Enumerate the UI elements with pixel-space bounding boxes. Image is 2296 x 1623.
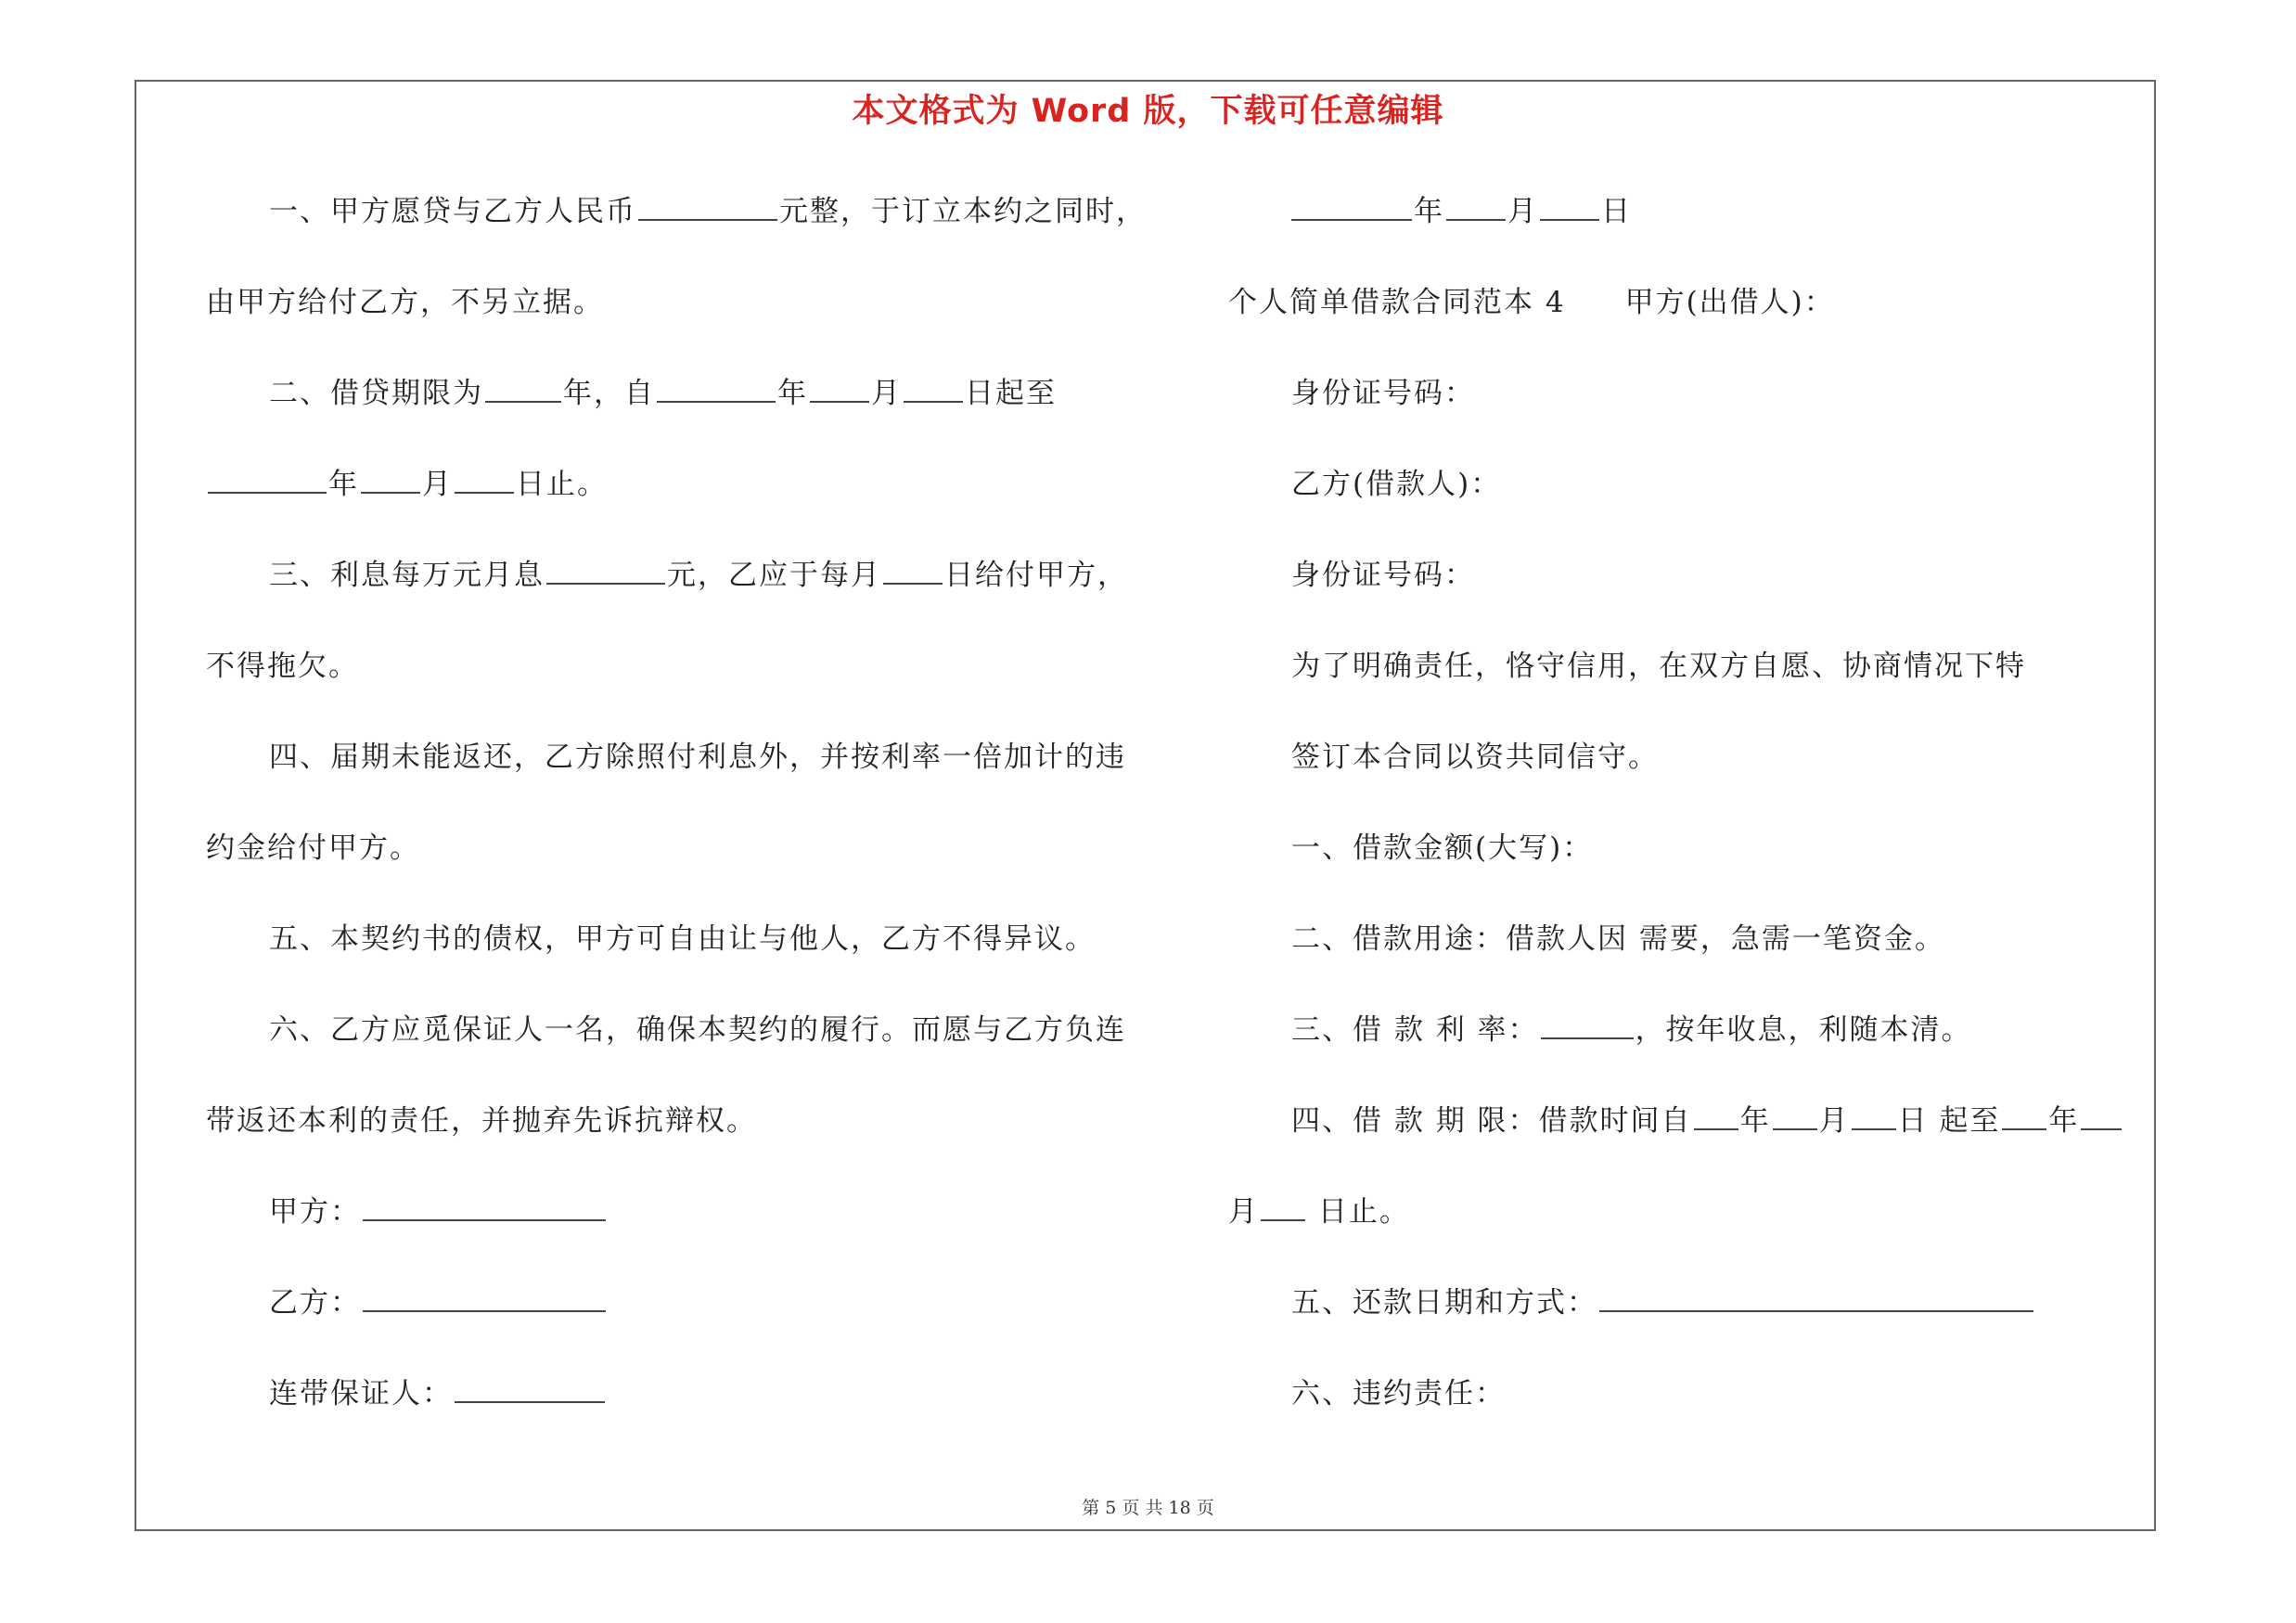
text: 四、借 款 期 限：借款时间自: [1291, 1104, 1692, 1138]
text: 乙方：: [269, 1286, 361, 1320]
text: 甲方：: [269, 1195, 361, 1229]
text: 二、借贷期限为: [269, 377, 483, 410]
blank-pay-day: [883, 559, 943, 585]
signature-guarantor: [269, 1375, 607, 1412]
blank-start-year: [657, 377, 776, 403]
blank-month: [1446, 195, 1506, 221]
preamble-line-1: 为了明确责任，恪守信用，在双方自愿、协商情况下特: [1291, 650, 2026, 683]
text: 元整，于订立本约之同时，: [779, 195, 1147, 228]
loan-term-clause-line-2: [1228, 1193, 1410, 1230]
repayment-clause: [1291, 1284, 2035, 1321]
clause-4-line-1: 四、届期未能返还，乙方除照付利息外，并按利率一倍加计的违: [269, 741, 1126, 774]
borrower-label: 乙方(借款人)：: [1291, 468, 1502, 501]
blank-party-b: [363, 1286, 606, 1312]
blank: [1261, 1195, 1305, 1221]
text: 日 起至: [1897, 1104, 2001, 1138]
text: 日起至: [965, 377, 1057, 410]
clause-3-line-2: 不得拖欠。: [206, 650, 359, 683]
text: 月: [1507, 195, 1538, 228]
clause-3-line-1: [269, 557, 1128, 594]
text: 三、借 款 利 率：: [1291, 1013, 1539, 1047]
blank-end-month: [361, 468, 420, 494]
text: 月: [871, 377, 902, 410]
page-number: 第 5 页 共 18 页: [1082, 1498, 1214, 1518]
clause-2-line-1: [269, 375, 1057, 412]
text: 年，自: [563, 377, 655, 410]
text: 一、甲方愿贷与乙方人民币: [269, 195, 636, 228]
blank-start-day: [904, 377, 963, 403]
date-line: [1289, 193, 1632, 230]
breach-clause: 六、违约责任：: [1291, 1377, 1506, 1410]
lender-id-label: 身份证号码：: [1291, 377, 1475, 410]
preamble-line-2: 签订本合同以资共同信守。: [1291, 741, 1659, 774]
contract-title: 个人简单借款合同范本 4: [1228, 286, 1566, 319]
blank-day: [1540, 195, 1599, 221]
blank-party-a: [363, 1195, 606, 1221]
text: 年: [1414, 195, 1444, 228]
blank-year: [1291, 195, 1412, 221]
blank-end-day: [455, 468, 514, 494]
text: 年: [777, 377, 808, 410]
blank: [1852, 1104, 1896, 1130]
blank: [2081, 1104, 2122, 1130]
blank-years: [485, 377, 561, 403]
clause-6-line-2: 带返还本利的责任，并抛弃先诉抗辩权。: [206, 1104, 757, 1138]
text: 日: [1601, 195, 1632, 228]
interest-rate-clause: [1291, 1011, 1972, 1049]
blank-interest: [546, 559, 665, 585]
blank: [1694, 1104, 1738, 1130]
text: 月: [422, 468, 453, 501]
text: 日止。: [516, 468, 608, 501]
clause-4-line-2: 约金给付甲方。: [206, 831, 420, 865]
clause-1-line-2: 由甲方给付乙方，不另立据。: [206, 286, 604, 319]
loan-amount-clause: 一、借款金额(大写)：: [1291, 831, 1594, 865]
clause-6-line-1: 六、乙方应觅保证人一名，确保本契约的履行。而愿与乙方负连: [269, 1013, 1126, 1047]
signature-party-a: [269, 1193, 608, 1230]
text: 三、利息每万元月息: [269, 559, 545, 592]
text: 连带保证人：: [269, 1377, 453, 1410]
clause-2-line-2: [206, 466, 608, 503]
text: 元，乙应于每月: [667, 559, 881, 592]
blank: [2002, 1104, 2046, 1130]
text: 年: [1739, 1104, 1771, 1138]
borrower-id-label: 身份证号码：: [1291, 559, 1475, 592]
clause-5: 五、本契约书的债权，甲方可自由让与他人，乙方不得异议。: [269, 922, 1096, 956]
text: 月: [1228, 1195, 1259, 1229]
text: 日给付甲方，: [944, 559, 1128, 592]
blank: [1773, 1104, 1817, 1130]
text: 日止。: [1307, 1195, 1410, 1229]
blank-start-month: [810, 377, 869, 403]
text: 五、还款日期和方式：: [1291, 1286, 1597, 1320]
text: 年: [2048, 1104, 2080, 1138]
loan-term-clause-line-1: [1291, 1102, 2123, 1140]
text: ，按年收息，利随本清。: [1635, 1013, 1972, 1047]
blank-repayment: [1599, 1286, 2033, 1312]
lender-label: 甲方(出借人)：: [1624, 286, 1835, 319]
signature-party-b: [269, 1284, 608, 1321]
text: 月: [1818, 1104, 1850, 1138]
blank-end-year: [208, 468, 327, 494]
format-banner: 本文格式为 Word 版，下载可任意编辑: [852, 93, 1444, 130]
contract-4-heading: [1228, 284, 1835, 321]
text: 年: [328, 468, 359, 501]
blank-guarantor: [455, 1377, 605, 1403]
clause-1-line-1: [269, 193, 1147, 230]
blank-amount: [638, 195, 777, 221]
blank-rate: [1541, 1013, 1634, 1039]
loan-purpose-clause: 二、借款用途：借款人因 需要，急需一笔资金。: [1291, 922, 1945, 956]
